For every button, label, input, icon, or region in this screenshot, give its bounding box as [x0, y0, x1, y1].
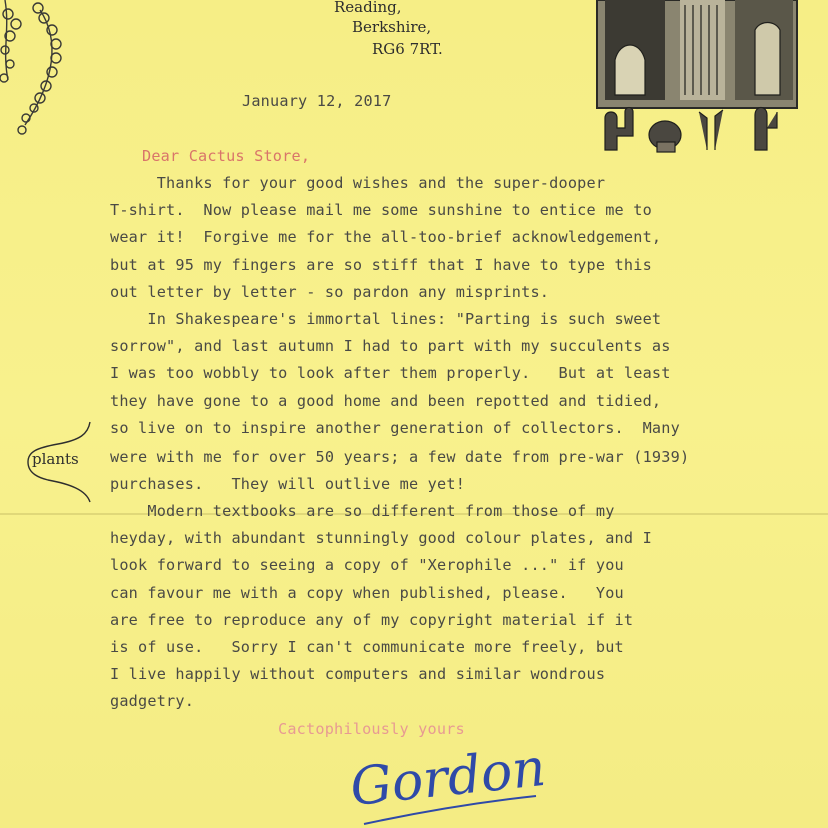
body-line: can favour me with a copy when published, please. You: [110, 584, 624, 602]
body-line: gadgetry.: [110, 692, 195, 710]
body-line: wear it! Forgive me for the all-too-brief acknowledgement,: [110, 228, 662, 246]
body-line: look forward to seeing a copy of "Xerophile ..." if you: [110, 556, 624, 574]
body-line: In Shakespeare's immortal lines: "Parting is such sweet: [110, 310, 662, 328]
body-line: so live on to inspire another generation of collectors. Many: [110, 419, 680, 437]
body-line: is of use. Sorry I can't communicate more freely, but: [110, 638, 624, 656]
closing: Cactophilously yours: [278, 720, 465, 738]
signature: Gordon: [347, 737, 549, 819]
body-line: Thanks for your good wishes and the super-dooper: [110, 174, 606, 192]
body-line: but at 95 my fingers are so stiff that I have to type this: [110, 256, 652, 274]
body-line: Modern textbooks are so different from those of my: [110, 502, 615, 520]
address-line-2: Berkshire,: [352, 18, 432, 36]
address-line-1: Reading,: [334, 0, 402, 16]
body-line: T-shirt. Now please mail me some sunshine to entice me to: [110, 201, 652, 219]
bead-vine-illustration: [0, 0, 75, 150]
margin-note: plants: [32, 450, 79, 468]
address-line-3: RG6 7RT.: [372, 40, 443, 58]
body-line: I live happily without computers and similar wondrous: [110, 665, 606, 683]
body-line: out letter by letter - so pardon any misprints.: [110, 283, 550, 301]
letter-date: January 12, 2017: [242, 92, 392, 110]
body-line: are free to reproduce any of my copyright material if it: [110, 611, 634, 629]
cactus-illustration: [595, 0, 800, 160]
body-line: sorrow", and last autumn I had to part with my succulents as: [110, 337, 671, 355]
salutation: Dear Cactus Store,: [142, 147, 311, 165]
body-line: I was too wobbly to look after them properly. But at least: [110, 364, 671, 382]
body-line: were with me for over 50 years; a few date from pre-war (1939): [110, 448, 690, 466]
body-line: heyday, with abundant stunningly good colour plates, and I: [110, 529, 652, 547]
signature-underline: [360, 790, 540, 828]
body-line: purchases. They will outlive me yet!: [110, 475, 466, 493]
body-line: they have gone to a good home and been repotted and tidied,: [110, 392, 662, 410]
